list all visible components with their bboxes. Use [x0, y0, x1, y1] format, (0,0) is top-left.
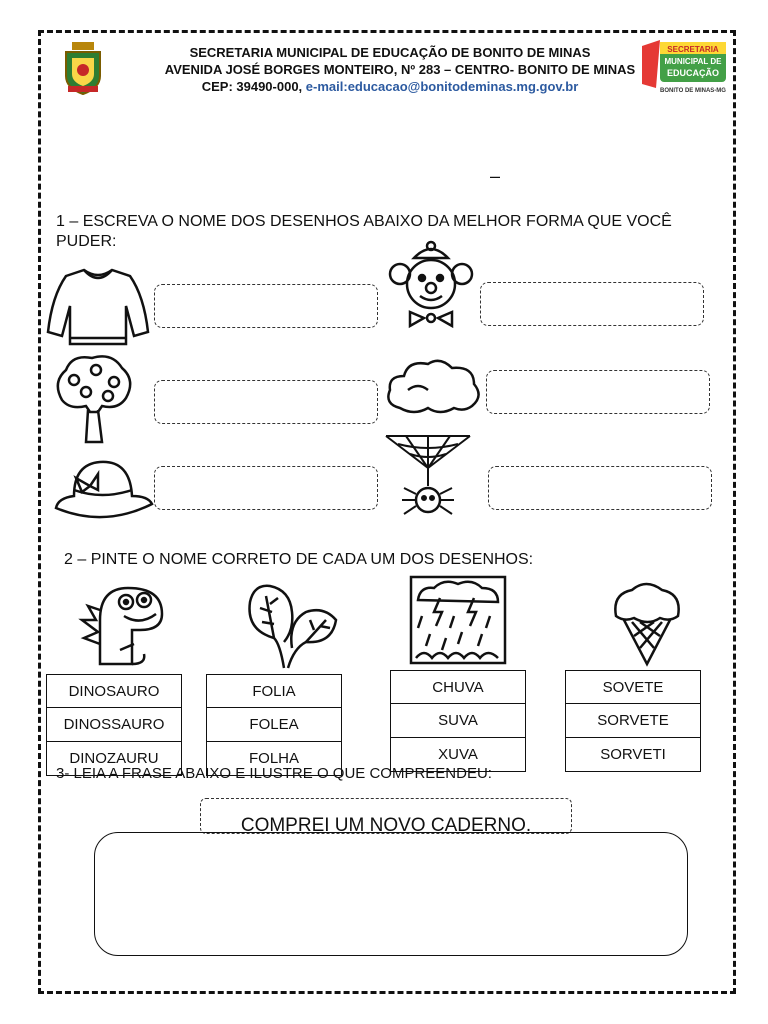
- question-3-text: 3- LEIA A FRASE ABAIXO E ILUSTRE O QUE COMPREENDEU:: [56, 765, 492, 782]
- dinosaur-icon: [76, 580, 170, 671]
- option-group-rain: [390, 670, 526, 772]
- option-rain-3[interactable]: XUVA: [390, 738, 526, 772]
- svg-text:MUNICIPAL DE: MUNICIPAL DE: [664, 57, 722, 66]
- answer-box-cloud[interactable]: [486, 370, 710, 414]
- header-line-2: AVENIDA JOSÉ BORGES MONTEIRO, Nº 283 – CENTRO- BONITO DE MINAS: [164, 62, 636, 77]
- option-dinosaur-1[interactable]: DINOSAURO: [46, 674, 182, 708]
- tree-icon: [52, 352, 136, 451]
- answer-box-hat[interactable]: [154, 466, 378, 510]
- option-ice-cream-3[interactable]: SORVETI: [565, 738, 701, 772]
- sentence-text: COMPREI UM NOVO CADERNO.: [240, 815, 532, 834]
- svg-text:EDUCAÇÃO: EDUCAÇÃO: [666, 68, 720, 78]
- svg-text:BONITO DE MINAS-MG: BONITO DE MINAS-MG: [660, 88, 726, 94]
- question-1-text: 1 – ESCREVA O NOME DOS DESENHOS ABAIXO DA MELHOR FORMA QUE VOCÊ PUDER:: [56, 213, 672, 250]
- option-leaves-2[interactable]: FOLEA: [206, 708, 342, 742]
- education-secretary-logo: [640, 38, 730, 98]
- option-ice-cream-1[interactable]: SOVETE: [565, 670, 701, 704]
- spider-icon: [384, 434, 474, 529]
- option-ice-cream-2[interactable]: SORVETE: [565, 704, 701, 738]
- option-leaves-3[interactable]: FOLHA: [206, 742, 342, 776]
- answer-box-clown[interactable]: [480, 282, 704, 326]
- option-group-ice-cream: [565, 670, 701, 772]
- option-rain-2[interactable]: SUVA: [390, 704, 526, 738]
- option-rain-1[interactable]: CHUVA: [390, 670, 526, 704]
- question-2-text: 2 – PINTE O NOME CORRETO DE CADA UM DOS DESENHOS:: [64, 551, 534, 568]
- coat-of-arms-logo: [62, 42, 104, 96]
- answer-box-tree[interactable]: [154, 380, 378, 424]
- illustration-area[interactable]: [94, 832, 688, 956]
- hat-icon: [54, 456, 154, 525]
- dash-mark: –: [490, 166, 501, 186]
- header-line-1: SECRETARIA MUNICIPAL DE EDUCAÇÃO DE BONITO DE MINAS: [189, 45, 591, 60]
- ice-cream-icon: [610, 582, 684, 671]
- cloud-icon: [384, 356, 484, 421]
- option-group-leaves: [206, 674, 342, 776]
- option-dinosaur-2[interactable]: DINOSSAURO: [46, 708, 182, 742]
- header-line-3: CEP: 39490-000, e-mail:educacao@bonitodeminas.mg.gov.br: [201, 79, 579, 94]
- answer-box-spider[interactable]: [488, 466, 712, 510]
- option-group-dinosaur: [46, 674, 182, 776]
- email-link[interactable]: e-mail:educacao@bonitodeminas.mg.gov.br: [305, 79, 579, 94]
- answer-box-sweater[interactable]: [154, 284, 378, 328]
- clown-icon: [386, 240, 476, 335]
- option-dinosaur-3[interactable]: DINOZAURU: [46, 742, 182, 776]
- option-leaves-1[interactable]: FOLIA: [206, 674, 342, 708]
- sentence-box: [200, 798, 572, 834]
- svg-text:SECRETARIA: SECRETARIA: [667, 45, 719, 54]
- leaves-icon: [244, 582, 340, 677]
- sweater-icon: [46, 266, 150, 351]
- rain-icon: [410, 576, 506, 669]
